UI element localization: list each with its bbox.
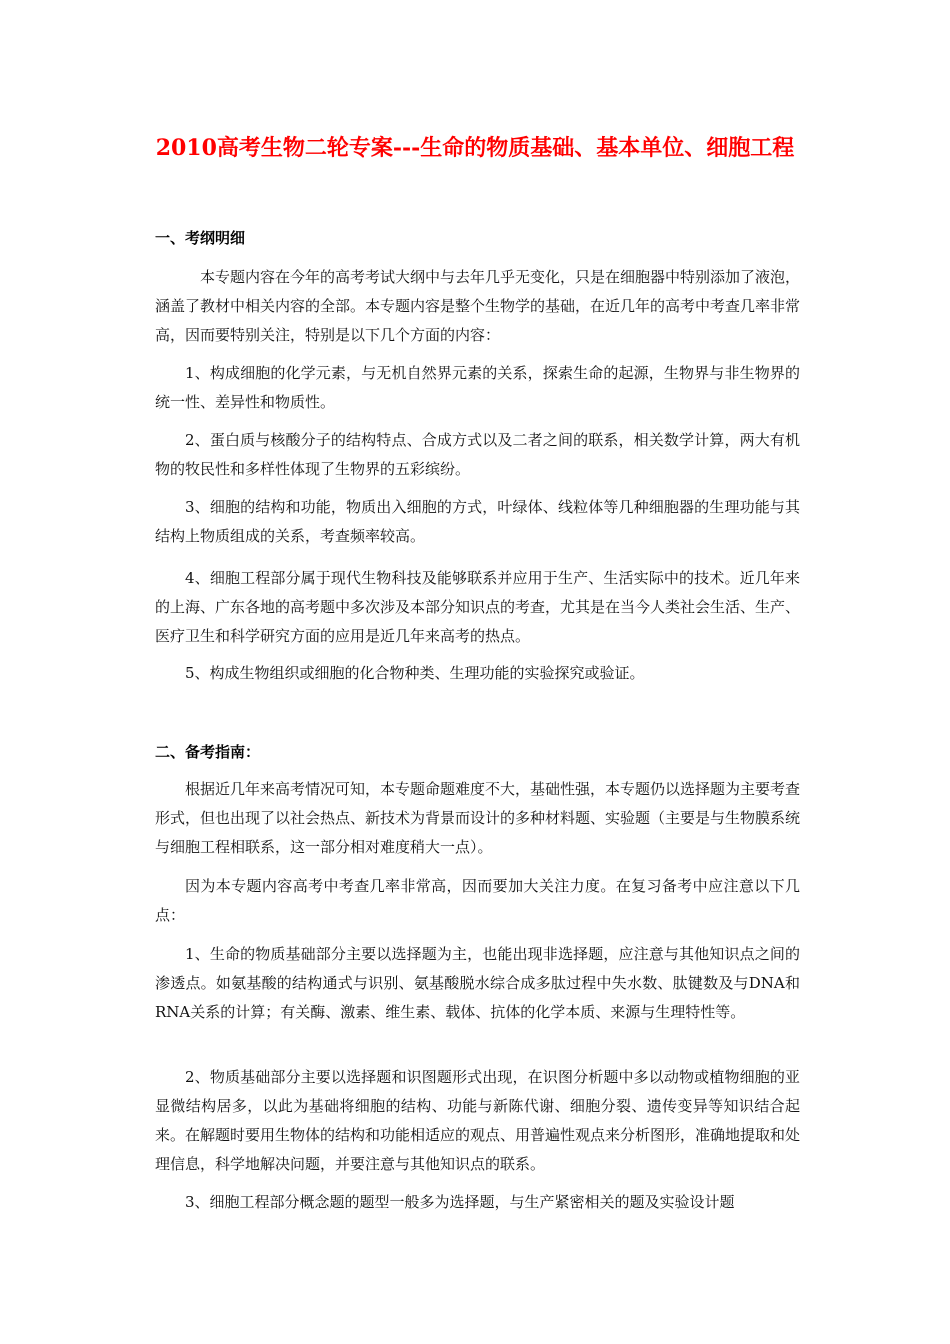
- paragraph: 本专题内容在今年的高考考试大纲中与去年几乎无变化，只是在细胞器中特别添加了液泡，涵盖了教材中相关内容的全部。本专题内容是整个生物学的基础，在近几年的高考中考查几率非常高，因而要特别关注，特别是以下几个方面的内容：: [155, 268, 801, 344]
- section-heading-exam-guide: 二、备考指南：: [155, 743, 261, 761]
- paragraph: 3、细胞工程部分概念题的题型一般多为选择题，与生产紧密相关的题及实验设计题: [185, 1193, 735, 1211]
- paragraph: 3、细胞的结构和功能，物质出入细胞的方式，叶绿体、线粒体等几种细胞器的生理功能与其结构上物质组成的关系，考查频率较高。: [155, 498, 800, 545]
- paragraph: 因为本专题内容高考中考查几率非常高，因而要加大关注力度。在复习备考中应注意以下几点：: [155, 877, 800, 924]
- paragraph: 1、构成细胞的化学元素，与无机自然界元素的关系，探索生命的起源，生物界与非生物界的统一性、差异性和物质性。: [155, 364, 800, 411]
- paragraph: 2、蛋白质与核酸分子的结构特点、合成方式以及二者之间的联系，相关数学计算，两大有机物的牧民性和多样性体现了生物界的五彩缤纷。: [155, 431, 800, 478]
- section-heading-syllabus: 一、考纲明细: [155, 229, 246, 247]
- paragraph: 2、物质基础部分主要以选择题和识图题形式出现，在识图分析题中多以动物或植物细胞的亚显微结构居多，以此为基础将细胞的结构、功能与新陈代谢、细胞分裂、遗传变异等知识结合起来。在解题时要用生物体的结构和功能相适应的观点、用普遍性观点来分析图形，准确地提取和处理信息，科学地解决问题，并要注意与其他知识点的联系。: [155, 1068, 801, 1173]
- document-title: 2010高考生物二轮专案---生命的物质基础、基本单位、细胞工程: [155, 135, 795, 161]
- paragraph: 根据近几年来高考情况可知，本专题命题难度不大，基础性强，本专题仍以选择题为主要考查形式，但也出现了以社会热点、新技术为背景而设计的多种材料题、实验题（主要是与生物膜系统与细胞工程相联系，这一部分相对难度稍大一点）。: [155, 780, 801, 856]
- paragraph: 1、生命的物质基础部分主要以选择题为主，也能出现非选择题，应注意与其他知识点之间的渗透点。如氨基酸的结构通式与识别、氨基酸脱水综合成多肽过程中失水数、肽键数及与DNA和RNA关系的计算；有关酶、激素、维生素、载体、抗体的化学本质、来源与生理特性等。: [155, 945, 800, 1021]
- paragraph: 5、构成生物组织或细胞的化合物种类、生理功能的实验探究或验证。: [185, 664, 645, 682]
- paragraph: 4、细胞工程部分属于现代生物科技及能够联系并应用于生产、生活实际中的技术。近几年来的上海、广东各地的高考题中多次涉及本部分知识点的考查，尤其是在当今人类社会生活、生产、医疗卫生和科学研究方面的应用是近几年来高考的热点。: [155, 569, 801, 645]
